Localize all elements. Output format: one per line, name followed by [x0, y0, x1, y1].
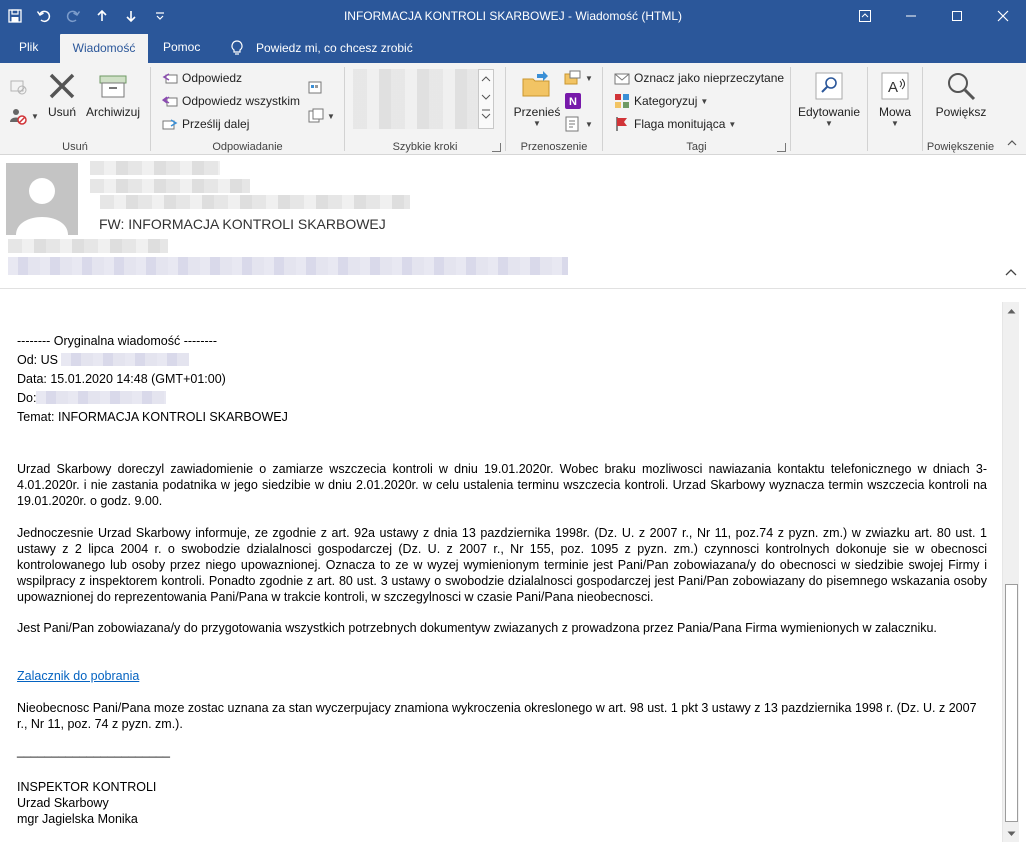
from-line: [17, 352, 987, 368]
ribbon-display-icon: [859, 10, 871, 22]
zoom-label: Powiększ: [935, 105, 987, 119]
undo-button[interactable]: [29, 0, 58, 32]
chevron-up-icon: [1004, 265, 1018, 279]
paragraph-3: Jest Pani/Pan zobowiazana/y do przygotowania wszystkich potrzebnych dokumentyw zwiazanych z prowadzona przez Pania/Pana Firma wymienionych w zalaczniku.: [17, 621, 937, 635]
categorize-button[interactable]: Kategoryzuj ▼: [613, 90, 708, 112]
quick-access-toolbar: [0, 0, 174, 32]
forward-icon: [162, 116, 178, 132]
from-redacted: [61, 353, 189, 366]
person-placeholder-icon: [6, 163, 78, 235]
close-icon: [997, 10, 1009, 22]
ribbon-display-options-button[interactable]: [842, 0, 888, 32]
group-respond: [151, 63, 344, 155]
follow-up-button[interactable]: Flaga monitująca ▼: [613, 113, 736, 135]
group-label-zoom: Powiększenie: [926, 141, 995, 153]
scroll-thumb[interactable]: [1005, 584, 1018, 822]
editing-label: Edytowanie: [797, 105, 861, 119]
attachment-link-line: [17, 668, 987, 684]
maximize-icon: [951, 10, 963, 22]
previous-item-button[interactable]: [87, 0, 116, 32]
save-icon: [7, 8, 23, 24]
archive-label: Archiwizuj: [85, 105, 140, 119]
chevron-up-icon: [479, 70, 493, 88]
group-label-delete: Usuń: [62, 141, 88, 153]
svg-text:A: A: [887, 79, 899, 96]
chevron-down-icon: [479, 88, 493, 106]
zoom-button[interactable]: [929, 67, 993, 119]
group-label-tags: Tagi: [686, 141, 707, 153]
delete-button[interactable]: [44, 67, 80, 119]
find-icon: [813, 70, 845, 102]
collapse-header-button[interactable]: [1004, 265, 1018, 279]
editing-button[interactable]: Edytowanie ▼: [797, 67, 861, 128]
reply-icon: [162, 70, 178, 86]
scroll-down-arrow-icon: [1007, 831, 1016, 837]
scroll-down-button[interactable]: [1003, 825, 1020, 842]
reply-all-icon: [162, 93, 178, 109]
signature-name: mgr Jagielska Monika: [17, 812, 138, 826]
tags-launcher[interactable]: [777, 143, 786, 152]
minimize-icon: [905, 10, 917, 22]
redo-icon: [65, 8, 81, 24]
group-label-quick-steps: Szybkie kroki: [392, 141, 458, 153]
categorize-icon: [614, 93, 630, 109]
delete-x-icon: [46, 70, 78, 102]
rules-icon: [564, 69, 582, 87]
from-label: Od: US: [17, 353, 58, 367]
follow-up-label: Flaga monitująca: [634, 117, 726, 131]
paragraph-1: Urzad Skarbowy doreczyl zawiadomienie o zamiarze wszczecia kontroli w dniu 19.01.2020r. Wobec braku mozliwosci nawiazania kontaktu telefonicznego w dniach 3-4.01.2020r. i nie zastania podatnika w jego siedzibie w dniu 2.01.2020r. w celu ustalenia terminu wszczecia kontroli. Urzad Skarbowy wyznacza termin wszczecia kontroli na 19.01.2020r. o godz. 9.00.: [17, 462, 987, 508]
message-header: [0, 155, 1026, 289]
forward-button[interactable]: [161, 113, 249, 135]
tab-file[interactable]: Plik: [19, 40, 39, 54]
maximize-button[interactable]: [934, 0, 980, 32]
message-subject: FW: INFORMACJA KONTROLI SKARBOWEJ: [99, 216, 386, 232]
move-button[interactable]: Przenieś ▼: [512, 67, 562, 128]
date-redacted: [100, 195, 410, 209]
group-quick-steps: [345, 63, 505, 155]
meeting-icon: [308, 80, 324, 96]
to-redacted: [36, 391, 166, 404]
scroll-up-button[interactable]: [1003, 302, 1020, 319]
body-scrollbar[interactable]: [1002, 302, 1019, 842]
avatar: [6, 163, 78, 235]
delete-label: Usuń: [47, 105, 76, 119]
chevron-up-icon: [1006, 138, 1018, 148]
gallery-expand-icon: [479, 106, 493, 124]
signature-rule: ______________________: [17, 744, 170, 758]
actions-icon: [564, 115, 582, 133]
more-respond-button[interactable]: ▼: [308, 105, 335, 127]
group-delete: [0, 63, 150, 155]
collapse-ribbon-button[interactable]: [1006, 137, 1018, 151]
lightbulb-icon: [230, 40, 244, 56]
arrow-down-icon: [124, 9, 138, 23]
mark-unread-button[interactable]: [613, 67, 784, 89]
categorize-label: Kategoryzuj: [634, 94, 698, 108]
attachment-link[interactable]: Zalacznik do pobrania: [17, 669, 140, 683]
archive-button[interactable]: [84, 67, 142, 119]
ignore-button[interactable]: [8, 75, 28, 97]
tab-help[interactable]: Pomoc: [163, 40, 201, 54]
group-speech: [868, 63, 922, 155]
cc-redacted: [8, 257, 568, 275]
redo-button[interactable]: [58, 0, 87, 32]
flag-icon: [614, 116, 630, 132]
quick-steps-gallery[interactable]: [353, 69, 478, 129]
move-folder-icon: [521, 70, 553, 102]
reply-button[interactable]: [161, 67, 242, 89]
forward-label: Prześlij dalej: [182, 117, 250, 131]
group-move: [506, 63, 602, 155]
ribbon: [0, 63, 1026, 155]
recipients-redacted: [8, 239, 168, 253]
tab-message[interactable]: Wiadomość: [60, 34, 148, 63]
tell-me-search[interactable]: [230, 32, 413, 63]
archive-icon: [97, 70, 129, 102]
svg-text:N: N: [569, 96, 577, 108]
rules-button[interactable]: ▼: [564, 67, 593, 89]
subject-line: Temat: INFORMACJA KONTROLI SKARBOWEJ: [17, 410, 288, 424]
sender-redacted: [90, 161, 220, 175]
next-item-button[interactable]: [116, 0, 145, 32]
paragraph-2: Jednoczesnie Urzad Skarbowy informuje, ze zgodnie z art. 92a ustawy z dnia 13 pazdziernika 1998r. (Dz. U. z 2007 r., Nr 11, poz.74 z pyzn. zm.) w zwiazku art. 80 ust. 1 ustawy z 2 lipca 2004 r. o swobodzie dzialalnosci gospodarczej (Dz. U. z 2007 r., Nr 155, poz. 1095 z pyzn. zm.) czynnosci kontrolnych dokonuje sie w obecnosci kontrolowanego lub osoby przez niego upowaznionej. Oznacza to ze w wyzej wymienionym terminie jest Pani/Pan zobowiazana/y do obecnosci w siedzibie swojej Firmy i wspilpracy z inspektorem kontroli. Ponadto zgodnie z art. 80 ust. 3 ustawy o swobodzie dzialalnosci gospodarczej jest Pani/Pan zobowiazany do pisemnego wskazania osoby upowaznionej do reprezentowania Pani/Pana w trakcie kontroli, w szczegylnosci w czasie Pani/Pana nieobecnosci.: [17, 526, 987, 604]
group-tags: [603, 63, 790, 155]
onenote-button[interactable]: [564, 90, 582, 112]
quick-steps-launcher[interactable]: [492, 143, 501, 152]
speech-label: Mowa: [878, 105, 911, 119]
meeting-reply-button[interactable]: [308, 77, 324, 99]
signature-title: INSPEKTOR KONTROLI: [17, 780, 157, 794]
to-label: Do:: [17, 391, 37, 405]
read-aloud-icon: [879, 70, 911, 102]
reply-label: Odpowiedz: [182, 71, 243, 85]
mark-unread-label: Oznacz jako nieprzeczytane: [634, 71, 785, 85]
speech-button[interactable]: A Mowa ▼: [872, 67, 918, 128]
title-bar: [0, 0, 1026, 32]
junk-button[interactable]: ▼: [8, 105, 39, 127]
group-label-respond: Odpowiadanie: [212, 141, 283, 153]
onenote-icon: [564, 92, 582, 110]
minimize-button[interactable]: [888, 0, 934, 32]
actions-button[interactable]: ▼: [564, 113, 593, 135]
ignore-icon: [8, 76, 28, 96]
group-label-move: Przenoszenie: [520, 141, 588, 153]
date-line: Data: 15.01.2020 14:48 (GMT+01:00): [17, 372, 226, 386]
more-respond-icon: [308, 108, 324, 124]
original-message-header: -------- Oryginalna wiadomość --------: [17, 334, 217, 348]
to-line: [17, 390, 987, 406]
quick-steps-scroll[interactable]: [478, 69, 494, 129]
window-title: INFORMACJA KONTROLI SKARBOWEJ - Wiadomość (HTML): [343, 9, 683, 23]
reply-all-label: Odpowiedz wszystkim: [182, 94, 301, 108]
group-editing: [791, 63, 867, 155]
save-button[interactable]: [0, 0, 29, 32]
group-zoom: [923, 63, 998, 155]
envelope-icon: [614, 70, 630, 86]
reply-all-button[interactable]: [161, 90, 300, 112]
tell-me-label: Powiedz mi, co chcesz zrobić: [256, 40, 413, 55]
arrow-up-icon: [95, 9, 109, 23]
customize-qat-button[interactable]: [145, 0, 174, 32]
sender-address-redacted: [90, 179, 250, 193]
signature-office: Urzad Skarbowy: [17, 796, 109, 810]
ribbon-tabs: [0, 32, 1026, 63]
junk-person-icon: [8, 106, 28, 126]
scroll-up-arrow-icon: [1007, 308, 1016, 314]
customize-dropdown-icon: [154, 10, 166, 22]
paragraph-4: Nieobecnosc Pani/Pana moze zostac uznana za stan wyczerpujacy znamiona wykroczenia okreslonego w art. 98 ust. 1 pkt 3 ustawy z 13 pazdziernika 1998 r. (Dz. U. z 2007 r., Nr 11, poz. 74 z pyzn. zm.).: [17, 701, 977, 731]
message-body: [0, 289, 1000, 845]
move-label: Przenieś: [513, 105, 561, 119]
zoom-icon: [945, 70, 977, 102]
close-button[interactable]: [980, 0, 1026, 32]
undo-icon: [36, 8, 52, 24]
